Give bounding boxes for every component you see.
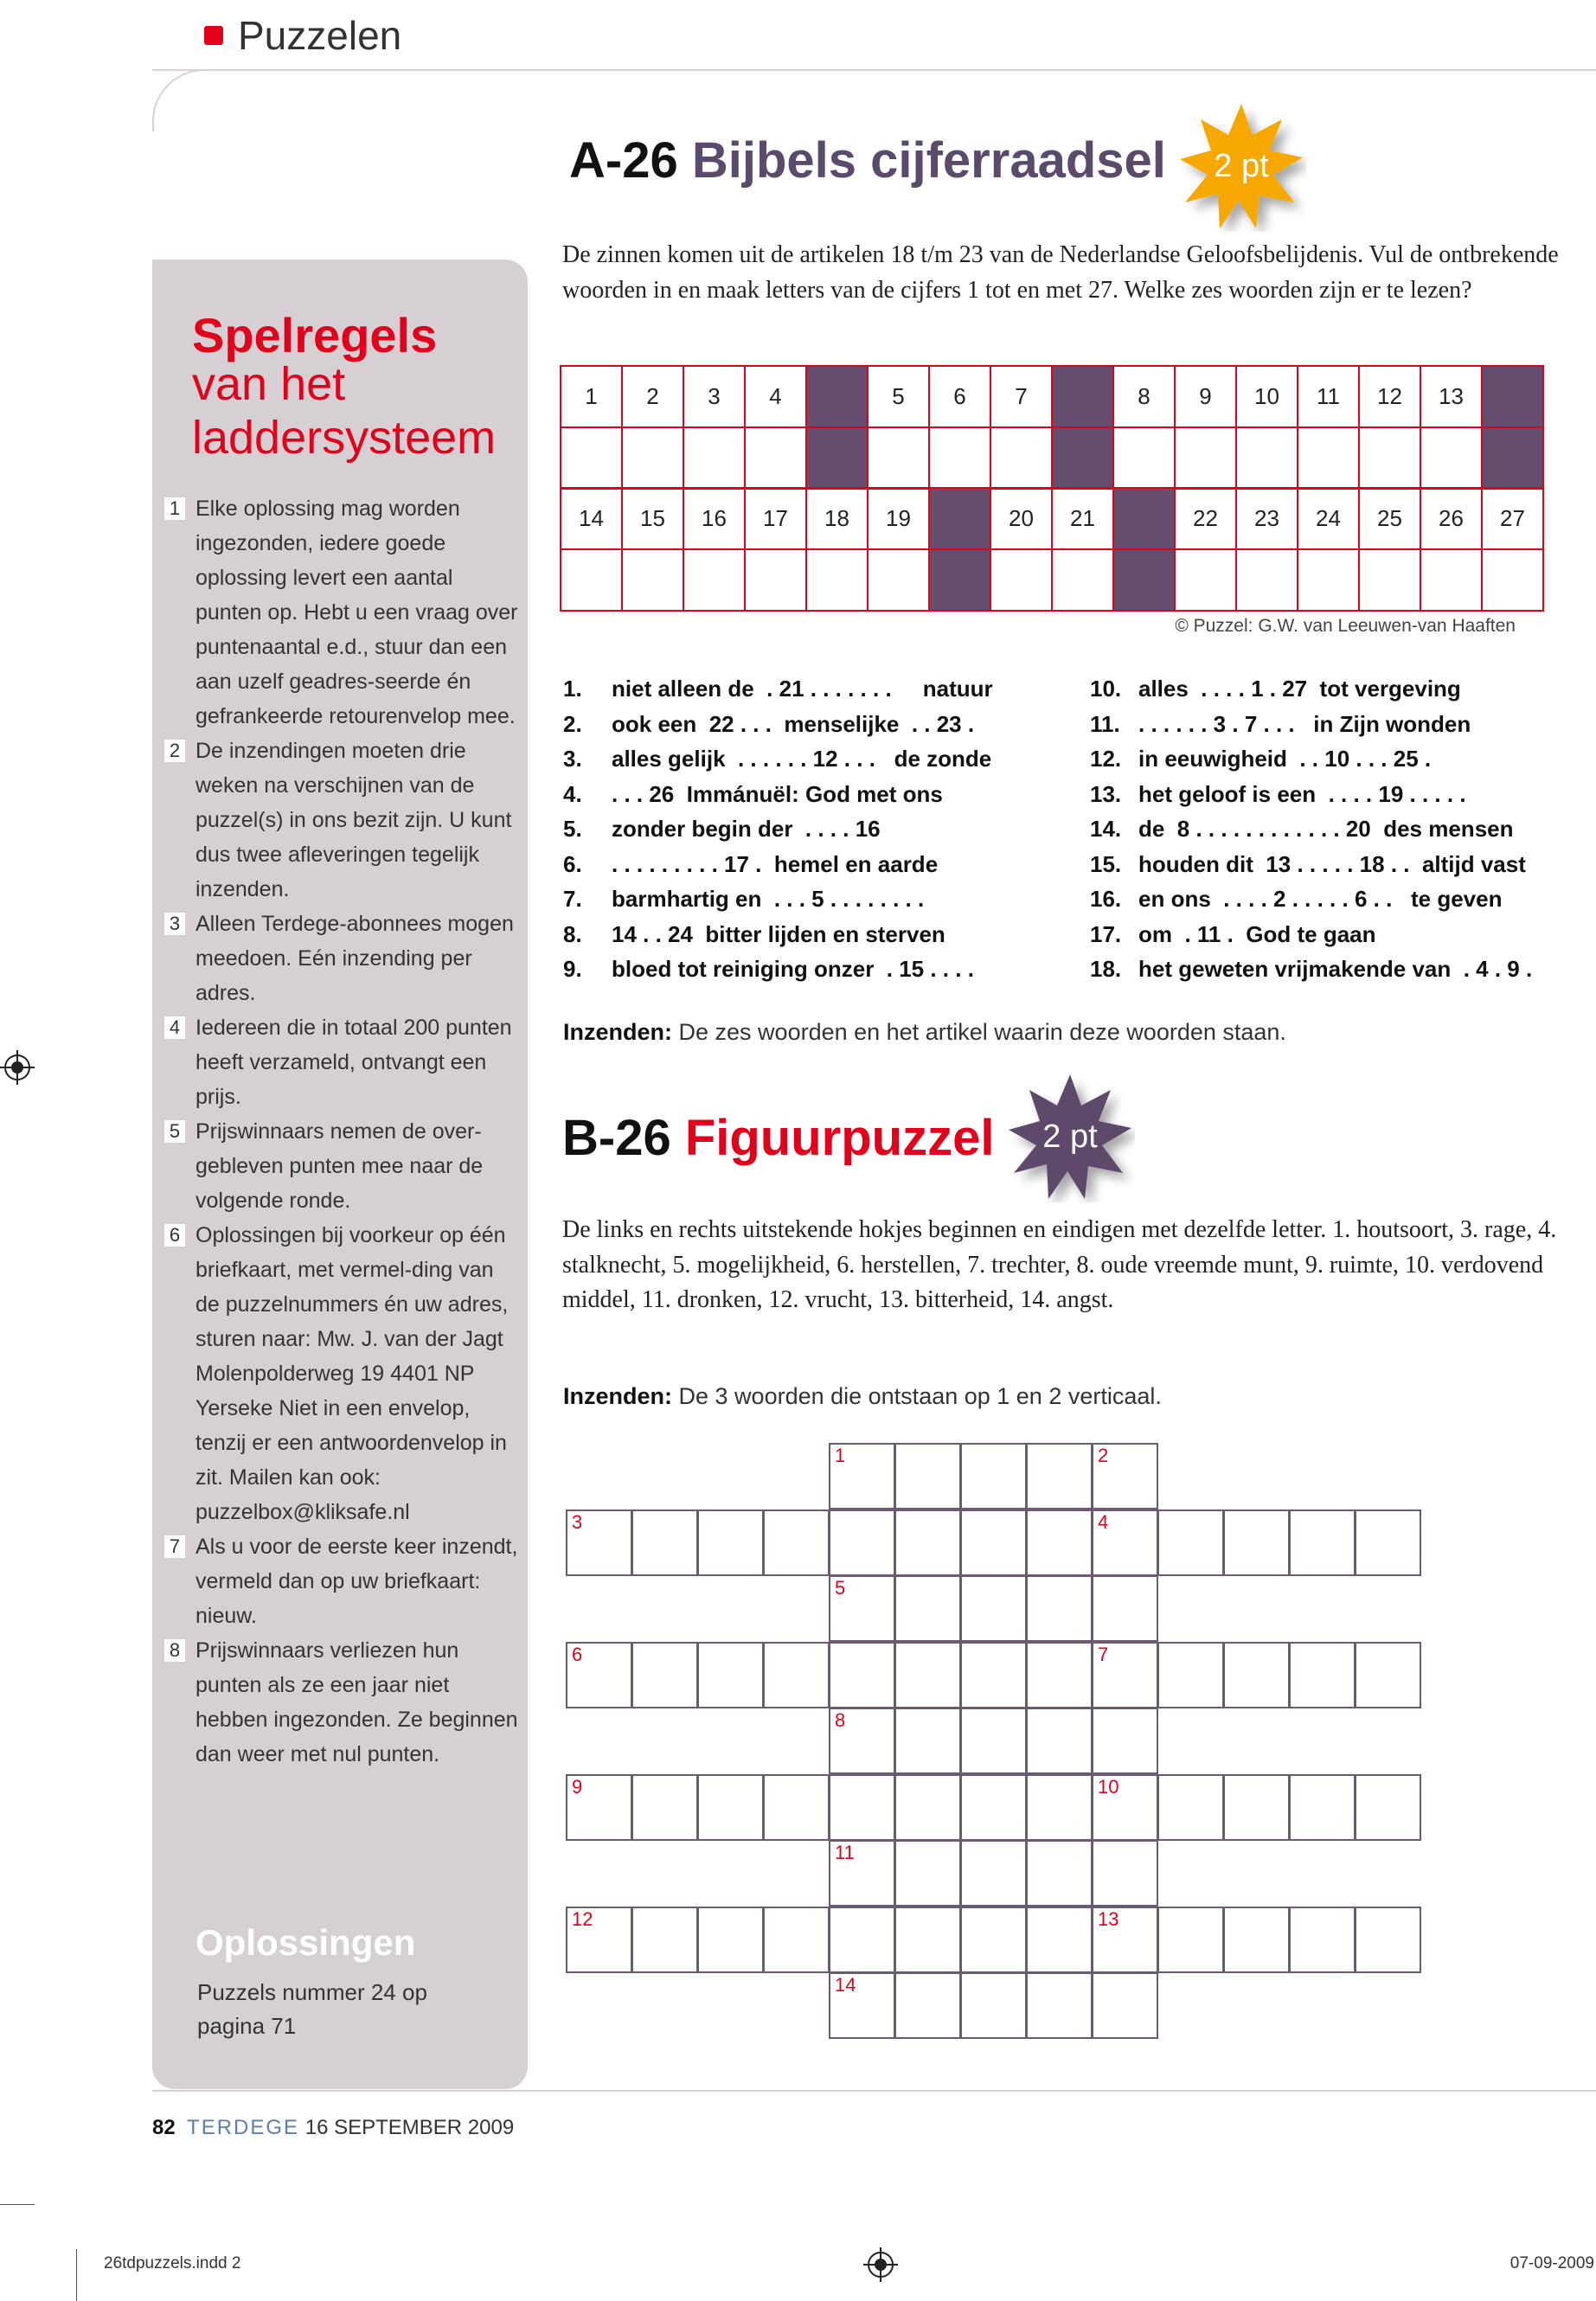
cipher-number-cell: 19	[868, 488, 929, 549]
points-star-icon	[1176, 102, 1306, 232]
grid-cell	[1355, 1509, 1421, 1576]
grid-cell	[1355, 1642, 1421, 1708]
cipher-number-cell: 21	[1052, 488, 1113, 549]
sidebar-subtitle: van het laddersysteem	[192, 358, 497, 464]
cipher-number-cell: 13	[1420, 366, 1482, 427]
rule-number: 8	[164, 1639, 185, 1662]
answer-cell	[1236, 427, 1298, 489]
cell-number-label: 2	[1098, 1445, 1109, 1466]
grid-cell	[1026, 1509, 1093, 1576]
clue-number: 18.	[1090, 956, 1122, 982]
cell-number-label: 12	[572, 1907, 593, 1930]
grid-cell	[1223, 1509, 1290, 1576]
answer-cell	[745, 549, 806, 611]
submit-label: Inzenden:	[563, 1383, 672, 1409]
rule-item	[164, 1529, 519, 1633]
answer-cell	[1113, 427, 1175, 489]
points-b-label: 2 pt	[1042, 1118, 1098, 1155]
grid-cell	[829, 1907, 895, 1973]
grid-cell	[894, 1642, 961, 1708]
puzzle-a-intro: De zinnen komen uit de artikelen 18 t/m 23 van de Nederlandse Geloofsbelijdenis. Vul de ontbrekende woorden in en maak letters van de cijfers 1 tot en met 27. Welke zes woorden zijn er te lezen?	[562, 241, 1559, 304]
answer-cell	[745, 427, 806, 489]
clue-item	[1090, 671, 1532, 707]
cipher-number-cell: 12	[1359, 366, 1420, 427]
registration-mark-icon	[0, 1050, 35, 1085]
puzzle-credit: © Puzzel: G.W. van Leeuwen-van Haaften	[1175, 616, 1516, 636]
grid-cell	[960, 1907, 1027, 1973]
grid-cell	[1026, 1642, 1093, 1708]
rule-number: 7	[164, 1535, 185, 1558]
file-slug: 26tdpuzzels.indd 2	[104, 2254, 241, 2272]
clue-text: . . . . . . 3 . 7 . . . in Zijn wonden	[1138, 710, 1471, 737]
grid-cell	[631, 1907, 698, 1973]
rule-text: Prijswinnaars verliezen hun punten als ze een jaar niet hebben ingezonden. Ze beginnen dan weer met nul punten.	[195, 1638, 518, 1766]
puzzle-b-title	[562, 1109, 994, 1167]
clue-number: 4.	[563, 780, 582, 807]
rule-text: Elke oplossing mag worden ingezonden, iedere goede oplossing levert een aantal punten op. Hebt u een vraag over puntenaantal e.d., stuur dan een aan uzelf geadres-seerde én gefrankeerde retourenvelop mee.	[195, 497, 518, 728]
rule-item	[164, 491, 519, 734]
clue-item	[563, 847, 993, 882]
rule-text: Iedereen die in totaal 200 punten heeft verzameld, ontvangt een prijs.	[195, 1016, 512, 1109]
grid-cell	[1026, 1443, 1093, 1509]
clue-number: 3.	[563, 746, 582, 772]
cipher-number-cell: 25	[1359, 488, 1420, 549]
grid-cell	[697, 1509, 764, 1576]
registration-mark-icon	[863, 2247, 898, 2282]
answer-cell	[868, 549, 929, 611]
cell-number-label: 8	[835, 1709, 846, 1731]
cipher-number-cell: 15	[622, 488, 683, 549]
grid-cell	[960, 1575, 1027, 1642]
clue-item	[563, 881, 993, 917]
grid-cell	[1026, 1840, 1093, 1907]
cipher-grid-top	[560, 365, 1544, 490]
puzzle-b-name: Figuurpuzzel	[684, 1110, 995, 1166]
clue-text: en ons . . . . 2 . . . . . 6 . . te geven	[1138, 886, 1503, 912]
clue-item	[563, 707, 993, 742]
answer-cell	[929, 427, 990, 489]
grid-cell	[960, 1443, 1027, 1509]
clue-text: . . . . . . . . . 17 . hemel en aarde	[612, 850, 939, 877]
clue-number: 2.	[563, 710, 582, 737]
cipher-number-cell: 16	[683, 488, 745, 549]
clues-right	[1090, 671, 1532, 987]
grid-cell	[960, 1708, 1027, 1774]
grid-cell	[1157, 1509, 1224, 1576]
grid-cell	[894, 1907, 961, 1973]
submit-text: De 3 woorden die ontstaan op 1 en 2 verticaal.	[678, 1383, 1162, 1409]
answer-cell	[990, 549, 1052, 611]
cipher-number-cell: 5	[868, 366, 929, 427]
solutions-title: Oplossingen	[195, 1922, 416, 1963]
rule-number: 1	[164, 497, 185, 520]
clue-item	[1090, 777, 1532, 812]
clue-item	[563, 671, 993, 707]
blocked-cell	[1052, 366, 1113, 427]
rule-item	[164, 1218, 519, 1529]
grid-cell	[1026, 1575, 1093, 1642]
clue-text: houden dit 13 . . . . . 18 . . altijd vast	[1138, 850, 1526, 877]
clue-number: 10.	[1090, 676, 1122, 702]
rule-number: 5	[164, 1120, 185, 1143]
grid-cell	[1289, 1774, 1356, 1841]
cipher-grid-bottom	[560, 487, 1544, 612]
rule-text: Als u voor de eerste keer inzendt, vermeld dan op uw briefkaart: nieuw.	[195, 1535, 518, 1628]
clue-number: 16.	[1090, 886, 1122, 912]
clue-text: 14 . . 24 bitter lijden en sterven	[612, 920, 945, 947]
clue-item	[563, 777, 993, 812]
answer-cell	[622, 427, 683, 489]
blocked-cell	[1482, 427, 1543, 489]
clues-left	[563, 671, 993, 987]
points-a-label: 2 pt	[1214, 148, 1269, 184]
grid-cell	[960, 1642, 1027, 1708]
clue-item	[1090, 741, 1532, 777]
clue-text: bloed tot reiniging onzer . 15 . . . .	[612, 956, 974, 982]
clue-number: 17.	[1090, 920, 1122, 947]
grid-cell	[894, 1774, 961, 1841]
cipher-number-cell: 9	[1175, 366, 1236, 427]
grid-cell	[1289, 1642, 1356, 1708]
rule-item	[164, 734, 519, 907]
clue-number: 9.	[563, 956, 582, 982]
grid-cell	[1157, 1774, 1224, 1841]
blocked-cell	[1113, 488, 1175, 549]
blocked-cell	[1482, 366, 1543, 427]
grid-cell	[960, 1840, 1027, 1907]
grid-cell	[1355, 1907, 1421, 1973]
clue-number: 12.	[1090, 746, 1122, 772]
rule-item	[164, 1633, 519, 1772]
grid-cell	[894, 1840, 961, 1907]
answer-cell	[990, 427, 1052, 489]
grid-cell	[1092, 1708, 1158, 1774]
grid-cell	[829, 1509, 895, 1576]
crop-mark	[0, 2204, 35, 2205]
puzzle-b-submit	[563, 1383, 1162, 1410]
cipher-number-cell: 10	[1236, 366, 1298, 427]
cipher-number-cell: 6	[929, 366, 990, 427]
clue-text: ook een 22 . . . menselijke . . 23 .	[612, 710, 975, 737]
clue-item	[563, 741, 993, 777]
grid-cell	[1092, 1840, 1158, 1907]
grid-cell	[1157, 1907, 1224, 1973]
submit-label: Inzenden:	[563, 1019, 672, 1045]
cipher-number-cell: 24	[1298, 488, 1359, 549]
grid-cell	[894, 1972, 961, 2039]
cipher-number-cell: 23	[1236, 488, 1298, 549]
answer-cell	[683, 549, 745, 611]
crop-mark	[76, 2249, 77, 2301]
page-number: 82	[152, 2116, 176, 2139]
rule-item	[164, 907, 519, 1010]
clue-text: niet alleen de . 21 . . . . . . . natuur	[612, 676, 993, 702]
answer-cell	[1236, 549, 1298, 611]
clue-item	[1090, 917, 1532, 952]
clue-item	[1090, 707, 1532, 742]
grid-cell	[697, 1774, 764, 1841]
grid-cell	[1092, 1972, 1158, 2039]
clue-text: barmhartig en . . . 5 . . . . . . . .	[612, 886, 925, 912]
answer-cell	[868, 427, 929, 489]
cell-number-label: 9	[572, 1775, 583, 1798]
rule-item	[164, 1010, 519, 1114]
answer-cell	[1420, 549, 1482, 611]
answer-cell	[561, 549, 622, 611]
grid-cell	[697, 1907, 764, 1973]
cell-number-label: 13	[1098, 1907, 1119, 1930]
answer-cell	[1298, 427, 1359, 489]
blocked-cell	[929, 488, 990, 549]
frame-top-rule	[152, 69, 1596, 71]
rules-list	[164, 491, 519, 1772]
answer-cell	[1482, 549, 1543, 611]
grid-cell	[1289, 1907, 1356, 1973]
grid-cell	[1223, 1774, 1290, 1841]
cell-number-label: 4	[1098, 1510, 1109, 1533]
page-footer	[152, 2116, 514, 2140]
clue-text: in eeuwigheid . . 10 . . . 25 .	[1138, 746, 1432, 772]
cipher-number-cell: 8	[1113, 366, 1175, 427]
cell-number-label: 6	[572, 1643, 583, 1665]
clue-number: 6.	[563, 850, 582, 877]
clue-text: alles . . . . 1 . 27 tot vergeving	[1138, 676, 1461, 702]
clue-number: 8.	[563, 920, 582, 947]
solutions-text: Puzzels nummer 24 op pagina 71	[197, 1979, 427, 2039]
answer-cell	[622, 549, 683, 611]
cell-number-label: 10	[1098, 1775, 1119, 1798]
grid-cell	[894, 1509, 961, 1576]
rule-item	[164, 1114, 519, 1218]
grid-cell	[1289, 1509, 1356, 1576]
answer-cell	[1359, 549, 1420, 611]
rule-text: Oplossingen bij voorkeur op één briefkaart, met vermel-ding van de puzzelnummers én uw adres, sturen naar: Mw. J. van der Jagt Molenpolderweg 19 4401 NP Yerseke Niet in een envelop, tenzij er een antwoordenvelop in zit. Mailen kan ook: puzzelbox@kliksafe.nl	[195, 1223, 509, 1524]
grid-cell	[1092, 1575, 1158, 1642]
puzzle-b-intro: De links en rechts uitstekende hokjes beginnen en eindigen met dezelfde letter. 1. houtsoort, 3. rage, 4. stalknecht, 5. mogelijkheid, 6. herstellen, 7. trechter, 8. oude vreemde munt, 9. ruimte, 10. verdovend middel, 11. dronken, 12. vrucht, 13. bitterheid, 14. angst.	[562, 1216, 1557, 1313]
clue-text: alles gelijk . . . . . . 12 . . . de zonde	[612, 746, 992, 772]
cipher-number-cell: 14	[561, 488, 622, 549]
grid-cell	[763, 1642, 830, 1708]
cell-number-label: 14	[835, 1974, 856, 1996]
answer-cell	[1052, 549, 1113, 611]
cipher-number-cell: 26	[1420, 488, 1482, 549]
clue-number: 13.	[1090, 780, 1122, 807]
grid-cell	[697, 1642, 764, 1708]
clue-item	[563, 952, 993, 987]
clue-item	[1090, 881, 1532, 917]
cipher-number-cell: 22	[1175, 488, 1236, 549]
grid-cell	[1157, 1642, 1224, 1708]
cipher-number-cell: 18	[806, 488, 868, 549]
cipher-number-cell: 1	[561, 366, 622, 427]
grid-cell	[763, 1774, 830, 1841]
clue-item	[1090, 847, 1532, 882]
grid-cell	[763, 1907, 830, 1973]
magazine-name: TERDEGE	[187, 2116, 300, 2139]
points-star-icon	[1005, 1073, 1135, 1202]
answer-cell	[1175, 549, 1236, 611]
rule-number: 2	[164, 740, 185, 762]
answer-cell	[561, 427, 622, 489]
issue-date: 16 SEPTEMBER 2009	[304, 2116, 515, 2139]
cell-number-label: 5	[835, 1577, 846, 1599]
date-slug: 07-09-2009	[1509, 2254, 1594, 2272]
grid-cell	[894, 1443, 961, 1509]
clue-item	[1090, 952, 1532, 987]
sidebar-title: Spelregels	[192, 308, 438, 362]
cipher-number-cell: 7	[990, 366, 1052, 427]
section-title: Puzzelen	[238, 13, 402, 58]
clue-item	[563, 811, 993, 847]
clue-number: 7.	[563, 886, 582, 912]
clue-item	[1090, 811, 1532, 847]
grid-cell	[1223, 1907, 1290, 1973]
answer-cell	[1420, 427, 1482, 489]
answer-cell	[1175, 427, 1236, 489]
puzzle-a-title	[569, 131, 1166, 189]
blocked-cell	[1113, 549, 1175, 611]
clue-text: de 8 . . . . . . . . . . . . 20 des mensen	[1138, 816, 1514, 842]
cell-number-label: 1	[835, 1445, 846, 1466]
grid-cell	[631, 1509, 698, 1576]
grid-cell	[631, 1774, 698, 1841]
cell-number-label: 11	[835, 1842, 855, 1863]
cipher-number-cell: 11	[1298, 366, 1359, 427]
blocked-cell	[929, 549, 990, 611]
rule-text: Prijswinnaars nemen de over-gebleven punten mee naar de volgende ronde.	[195, 1119, 484, 1213]
grid-cell	[763, 1509, 830, 1576]
clue-text: . . . 26 Immánuël: God met ons	[612, 780, 943, 807]
blocked-cell	[806, 366, 868, 427]
rule-number: 6	[164, 1224, 185, 1247]
clue-number: 15.	[1090, 850, 1122, 877]
grid-cell	[829, 1642, 895, 1708]
clue-number: 14.	[1090, 816, 1122, 842]
puzzle-a-name: Bijbels cijferraadsel	[691, 132, 1166, 189]
clue-text: zonder begin der . . . . 16	[612, 816, 881, 842]
grid-cell	[960, 1509, 1027, 1576]
grid-cell	[960, 1774, 1027, 1841]
submit-text: De zes woorden en het artikel waarin deze woorden staan.	[678, 1019, 1286, 1045]
answer-cell	[1359, 427, 1420, 489]
section-marker	[204, 26, 223, 45]
puzzle-a-code: A-26	[569, 132, 678, 189]
clue-number: 1.	[563, 676, 582, 702]
rule-text: De inzendingen moeten drie weken na verschijnen van de puzzel(s) in ons bezit zijn. U kunt dus twee afleveringen tegelijk inzenden.	[195, 739, 512, 901]
grid-cell	[1026, 1972, 1093, 2039]
clue-text: om . 11 . God te gaan	[1138, 920, 1376, 947]
clue-number: 11.	[1090, 710, 1120, 737]
clue-number: 5.	[563, 816, 582, 842]
grid-cell	[1026, 1774, 1093, 1841]
grid-cell	[1223, 1642, 1290, 1708]
blocked-cell	[806, 427, 868, 489]
puzzle-a-submit	[563, 1019, 1286, 1046]
rule-text: Alleen Terdege-abonnees mogen meedoen. Eén inzending per adres.	[195, 912, 514, 1005]
grid-cell	[1026, 1708, 1093, 1774]
grid-cell	[829, 1774, 895, 1841]
grid-cell	[1355, 1774, 1421, 1841]
clue-text: het geloof is een . . . . 19 . . . . .	[1138, 780, 1466, 807]
cipher-number-cell: 4	[745, 366, 806, 427]
cell-number-label: 7	[1098, 1643, 1109, 1665]
clue-item	[563, 917, 993, 952]
clue-text: het geweten vrijmakende van . 4 . 9 .	[1138, 956, 1533, 982]
answer-cell	[806, 549, 868, 611]
cell-number-label: 3	[572, 1510, 583, 1533]
grid-cell	[631, 1642, 698, 1708]
grid-cell	[894, 1708, 961, 1774]
rule-number: 4	[164, 1016, 185, 1039]
frame-corner	[152, 69, 215, 131]
cipher-number-cell: 2	[622, 366, 683, 427]
answer-cell	[1298, 549, 1359, 611]
cipher-number-cell: 3	[683, 366, 745, 427]
grid-cell	[960, 1972, 1027, 2039]
frame-bottom-rule	[152, 2090, 1596, 2092]
grid-cell	[894, 1575, 961, 1642]
blocked-cell	[1052, 427, 1113, 489]
puzzle-b-code: B-26	[562, 1110, 671, 1166]
rule-number: 3	[164, 913, 185, 935]
cipher-number-cell: 20	[990, 488, 1052, 549]
answer-cell	[683, 427, 745, 489]
cipher-number-cell: 17	[745, 488, 806, 549]
grid-cell	[1026, 1907, 1093, 1973]
cipher-number-cell: 27	[1482, 488, 1543, 549]
